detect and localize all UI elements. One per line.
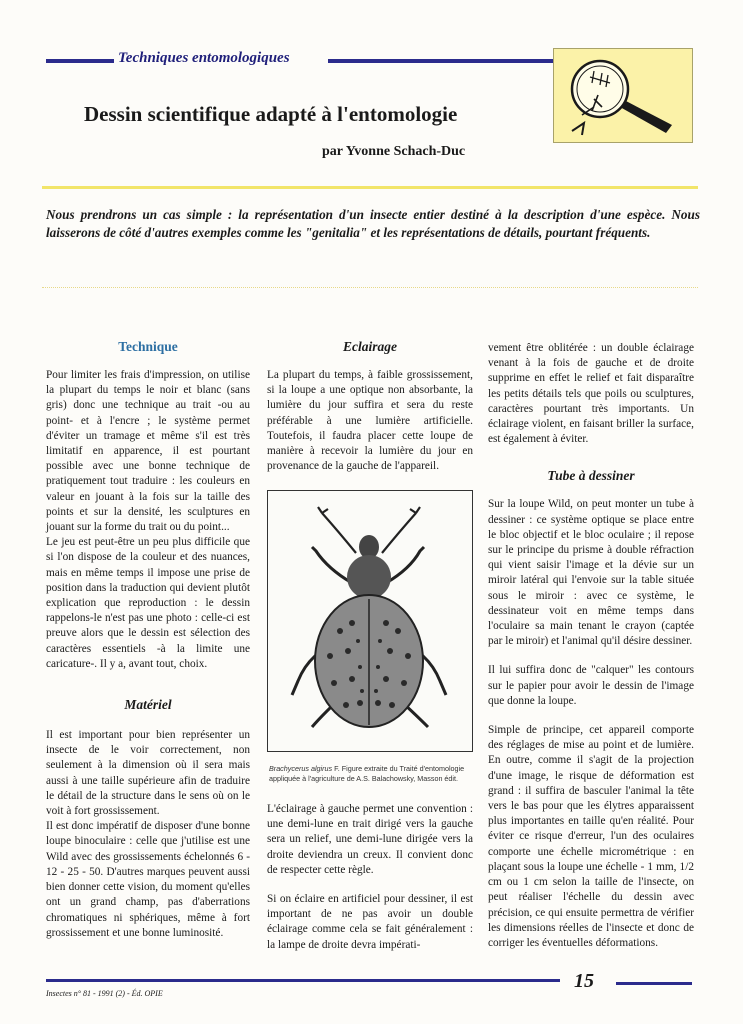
beetle-illustration (268, 491, 472, 751)
paragraph: La plupart du temps, à faible grossissement, si la loupe a une optique non absorbante, la lumière du jour suffira et sera du reste préférable à une lumière artificielle. Toutefois, il faudra placer cette loupe de manière à recevoir la lumière du jour en provenance de la gauche de l'appareil. (267, 369, 473, 473)
figure-frame (267, 490, 473, 752)
page-number: 15 (574, 970, 594, 992)
column-1 (46, 338, 250, 941)
paragraph: Le jeu est peut-être un peu plus difficile que si l'on dispose de la couleur et des nuances, mais en même temps il impose une prise de position dans la traduction qui devient plutôt explication que reproduction : le dessin rappelons-le n'est pas une photo : celle-ci est preuve alors que le dessin est sélection des caractères essentiels -à la limite une caricature-. Il y a, avant tout, choix. (46, 536, 250, 670)
heading-tube: Tube à dessiner (547, 468, 635, 484)
title-divider (42, 186, 698, 189)
paragraph: L'éclairage à gauche permet une convention : une demi-lune en trait dirigé vers la gauche sera un relief, une demi-lune dirigée vers la droite deviendra un creux. Il convient donc de respecter cette règle. (267, 803, 473, 876)
paragraph: Il est important pour bien représenter un insecte de le voir correctement, non seulement à la dimension où il sera mais aussi à une taille supérieure afin de traduire le détail de la structure dans le sens où on le voit à fort grossissement. (46, 729, 250, 818)
paragraph: Sur la loupe Wild, on peut monter un tube à dessiner : ce système optique se place entre le bloc objectif et le bloc oculaire ; il repose sur le principe du prisme à double réfraction qui vient saisir l'image et la dévie sur un miroir latéral qui l'envoie sur la table située sous le miroir : avec ce système, le dessinateur voit en même temps dans l'oculaire sa main tenant le crayon (captée par le miroir) et l'animal qu'il désire dessiner. (488, 498, 694, 648)
header-rule-left (46, 59, 114, 63)
magnifier-insect-icon (554, 49, 692, 142)
paragraph: Il lui suffira donc de "calquer" les contours sur le papier pour avoir le dessin de l'image que donne la loupe. (488, 664, 694, 707)
article-intro: Nous prendrons un cas simple : la représentation d'un insecte entier destiné à la description d'une espèce. Nous laisserons de côté d'autres exemples comme les "genitalia" et les représentations de détails, pourtant fréquents. (46, 207, 700, 240)
figure-caption (269, 764, 479, 784)
paragraph: Simple de principe, cet appareil comporte des réglages de mise au point et de lumière. En outre, comme il s'agit de la projection d'une image, le risque de déformation est grand : il suffira de basculer l'animal la tête vers le bas pour que les élytres apparaissent plus importantes en taille qu'en réalité. Pour éviter ce risque d'erreur, l'un des oculaires comporte une échelle micrométrique : en plaçant sous la loupe une échelle - 1 mm, 1/2 cm ou 1 cm selon la taille de l'insecte, on peut réaliser l'échelle du dessin avec précision, ce qui ensuite permettra de vérifier les dimensions réelles de l'insecte et donc de corriger les éventuelles déformations. (488, 724, 694, 949)
paragraph: Il est donc impératif de disposer d'une bonne loupe binoculaire : celle que j'utilise est une Wild avec des grossissements échelonnés 6 - 12 - 25 - 50. D'autres marques peuvent aussi bien donner cette vision, du moment qu'elles ont un grand champ, pas d'aberrations chromatiques ni sphériques, même à fort grossissement et une bonne luminosité. (46, 820, 250, 939)
header-rule-right (328, 59, 554, 63)
column-3 (488, 341, 694, 951)
footer-rule-right (616, 982, 692, 985)
paragraph: Si on éclaire en artificiel pour dessiner, il est important de ne pas avoir un double éclairage comme cela se fait généralement : la lampe de droite devra impérati- (267, 893, 473, 951)
paragraph: vement être oblitérée : un double éclairage venant à la fois de gauche et de droite supprime en effet le relief et fait disparaître les petits détails tels que poils ou sculptures, caractères pourtant très importants. Un éclairage violent, en faisant briller la surface, est également à éviter. (488, 342, 694, 446)
heading-technique: Technique (118, 339, 178, 354)
footer-citation: Insectes n° 81 - 1991 (2) - Éd. OPIE (46, 989, 163, 998)
section-label: Techniques entomologiques (118, 50, 290, 66)
section-logo (553, 48, 693, 143)
footer-rule-left (46, 979, 560, 982)
caption-species: Brachycerus algirus (269, 764, 333, 773)
article-title: Dessin scientifique adapté à l'entomologie (84, 102, 458, 126)
caption-text: F. Figure extraite du Traité d'entomologie appliquée à l'agriculture de A.S. Balachowsky, Masson édit. (269, 764, 465, 783)
heading-eclairage: Eclairage (343, 339, 397, 354)
intro-divider (42, 287, 698, 288)
column-2-lower (267, 802, 473, 953)
article-author: par Yvonne Schach-Duc (322, 144, 466, 159)
heading-materiel: Matériel (124, 697, 172, 713)
paragraph: Pour limiter les frais d'impression, on utilise la plupart du temps le noir et blanc (sans gris) donc une technique au trait -ou au point- et à l'encre ; le système permet d'éviter un tramage et même s'il est très limitatif en apparence, il est pourtant possible avec une bonne technique de pratiquement tout traduire : les couleurs en valeur en jouant à la fois sur la taille des points et sur la densité, les sculptures en jouant sur la forme du trait ou du point... (46, 369, 250, 534)
column-2 (267, 338, 473, 474)
